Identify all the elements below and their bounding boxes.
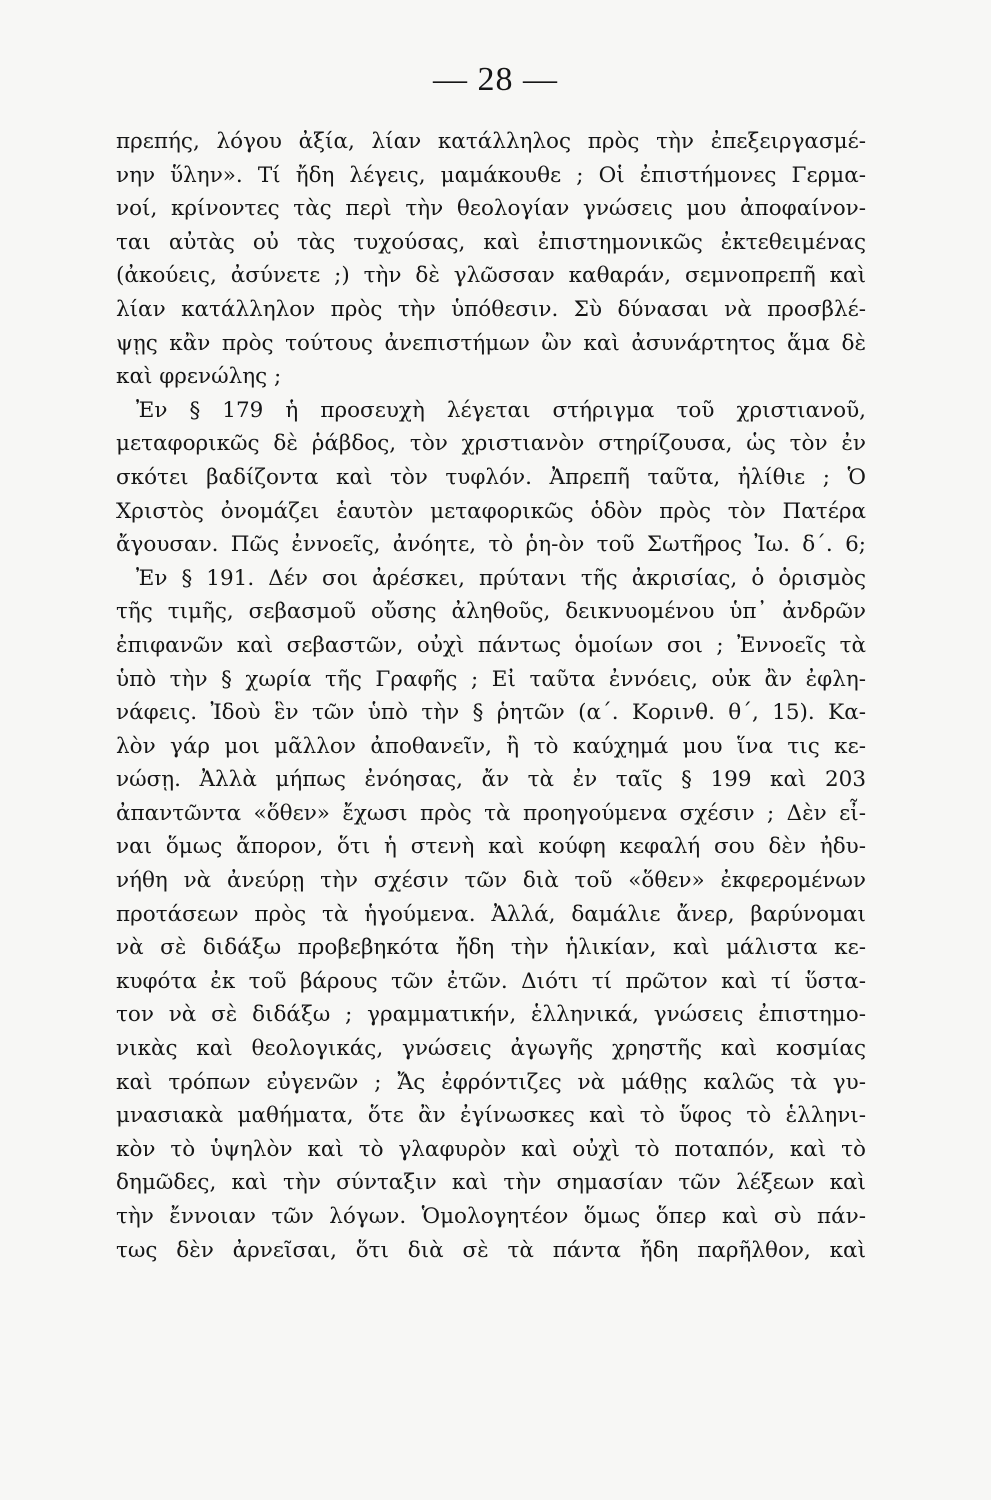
text-line: σκότει βαδίζοντα καὶ τὸν τυφλόν. Ἀπρεπῆ ταῦτα, ἠλίθιε ; Ὁ [116, 464, 866, 490]
text-line: λὸν γάρ μοι μᾶλλον ἀποθανεῖν, ἢ τὸ καύχημά μου ἵνα τις κε- [116, 733, 866, 759]
text-line: ἀπαντῶντα «ὅθεν» ἔχωσι πρὸς τὰ προηγούμενα σχέσιν ; Δὲν εἶ- [116, 800, 866, 826]
text-line: ὑπὸ τὴν § χωρία τῆς Γραφῆς ; Εἰ ταῦτα ἐννόεις, οὐκ ἂν ἐφλη- [116, 666, 866, 692]
text-line: λίαν κατάλληλον πρὸς τὴν ὑπόθεσιν. Σὺ δύνασαι νὰ προσβλέ- [116, 296, 866, 322]
text-line: μεταφορικῶς δὲ ῥάβδος, τὸν χριστιανὸν στηρίζουσα, ὡς τὸν ἐν [116, 431, 866, 457]
text-line: δημῶδες, καὶ τὴν σύνταξιν καὶ τὴν σημασίαν τῶν λέξεων καὶ [116, 1170, 866, 1196]
body-text [116, 125, 866, 1267]
text-line: καὶ τρόπων εὐγενῶν ; Ἄς ἐφρόντιζες νὰ μάθῃς καλῶς τὰ γυ- [116, 1069, 866, 1095]
text-line: τῆς τιμῆς, σεβασμοῦ οὔσης ἀληθοῦς, δεικνυομένου ὑπ᾽ ἀνδρῶν [116, 599, 866, 625]
text-line: νάφεις. Ἰδοὺ ἓν τῶν ὑπὸ τὴν § ῥητῶν (α΄. Κορινθ. θ΄, 15). Κα- [116, 700, 866, 726]
text-line: νοί, κρίνοντες τὰς περὶ τὴν θεολογίαν γνώσεις μου ἀποφαίνον- [116, 196, 866, 222]
text-line: νικὰς καὶ θεολογικάς, γνώσεις ἀγωγῆς χρηστῆς καὶ κοσμίας [116, 1036, 866, 1062]
text-line: τον νὰ σὲ διδάξω ; γραμματικήν, ἑλληνικά, γνώσεις ἐπιστημο- [116, 1002, 866, 1028]
text-line: νὰ σὲ διδάξω προβεβηκότα ἤδη τὴν ἡλικίαν, καὶ μάλιστα κε- [116, 935, 866, 961]
text-line: νώσῃ. Ἀλλὰ μήπως ἐνόησας, ἄν τὰ ἐν ταῖς § 199 καὶ 203 [116, 767, 866, 793]
text-line: Χριστὸς ὀνομάζει ἑαυτὸν μεταφορικῶς ὁδὸν πρὸς τὸν Πατέρα [116, 498, 866, 524]
text-line: κυφότα ἐκ τοῦ βάρους τῶν ἐτῶν. Διότι τί πρῶτον καὶ τί ὕστα- [116, 968, 866, 994]
text-line: νήθη νὰ ἀνεύρῃ τὴν σχέσιν τῶν διὰ τοῦ «ὅθεν» ἐκφερομένων [116, 868, 866, 894]
text-line: ναι ὅμως ἄπορον, ὅτι ἡ στενὴ καὶ κούφη κεφαλή σου δὲν ἠδυ- [116, 834, 866, 860]
text-line: (ἀκούεις, ἀσύνετε ;) τὴν δὲ γλῶσσαν καθαράν, σεμνοπρεπῆ καὶ [116, 263, 866, 289]
text-line: ἄγουσαν. Πῶς ἐννοεῖς, ἀνόητε, τὸ ῥη-ὸν τοῦ Σωτῆρος Ἰω. δ΄. 6; [116, 532, 866, 558]
text-line: καὶ φρενώλης ; [116, 364, 282, 390]
paragraph-start-line: Ἐν § 191. Δέν σοι ἀρέσκει, πρύτανι τῆς ἀκρισίας, ὁ ὁρισμὸς [136, 565, 866, 591]
text-line: νην ὕλην». Τί ἤδη λέγεις, μαμάκουθε ; Οἱ ἐπιστήμονες Γερμα- [116, 162, 866, 188]
text-line: πρεπής, λόγου ἀξία, λίαν κατάλληλος πρὸς τὴν ἐπεξειργασμέ- [116, 129, 866, 154]
page-number: — 28 — [433, 61, 558, 98]
text-line: ἐπιφανῶν καὶ σεβαστῶν, οὐχὶ πάντως ὁμοίων σοι ; Ἐννοεῖς τὰ [116, 632, 866, 658]
text-line: κὸν τὸ ὑψηλὸν καὶ τὸ γλαφυρὸν καὶ οὐχὶ τὸ ποταπόν, καὶ τὸ [116, 1136, 866, 1162]
text-line: τως δὲν ἀρνεῖσαι, ὅτι διὰ σὲ τὰ πάντα ἤδη παρῆλθον, καὶ [116, 1237, 866, 1263]
text-line: μνασιακὰ μαθήματα, ὅτε ἂν ἐγίνωσκες καὶ τὸ ὕφος τὸ ἑλληνι- [116, 1103, 866, 1129]
text-line: ψῃς κἂν πρὸς τούτους ἀνεπιστήμων ὢν καὶ ἀσυνάρτητος ἅμα δὲ [116, 330, 866, 356]
paragraph-start-line: Ἐν § 179 ἡ προσευχὴ λέγεται στήριγμα τοῦ χριστιανοῦ, [136, 397, 866, 423]
text-line: τὴν ἔννοιαν τῶν λόγων. Ὁμολογητέον ὅμως ὅπερ καὶ σὺ πάν- [116, 1204, 866, 1229]
text-line: προτάσεων πρὸς τὰ ἡγούμενα. Ἀλλά, δαμάλιε ἄνερ, βαρύνομαι [116, 901, 866, 927]
text-line: ται αὐτὰς οὐ τὰς τυχούσας, καὶ ἐπιστημονικῶς ἐκτεθειμένας [116, 229, 866, 255]
